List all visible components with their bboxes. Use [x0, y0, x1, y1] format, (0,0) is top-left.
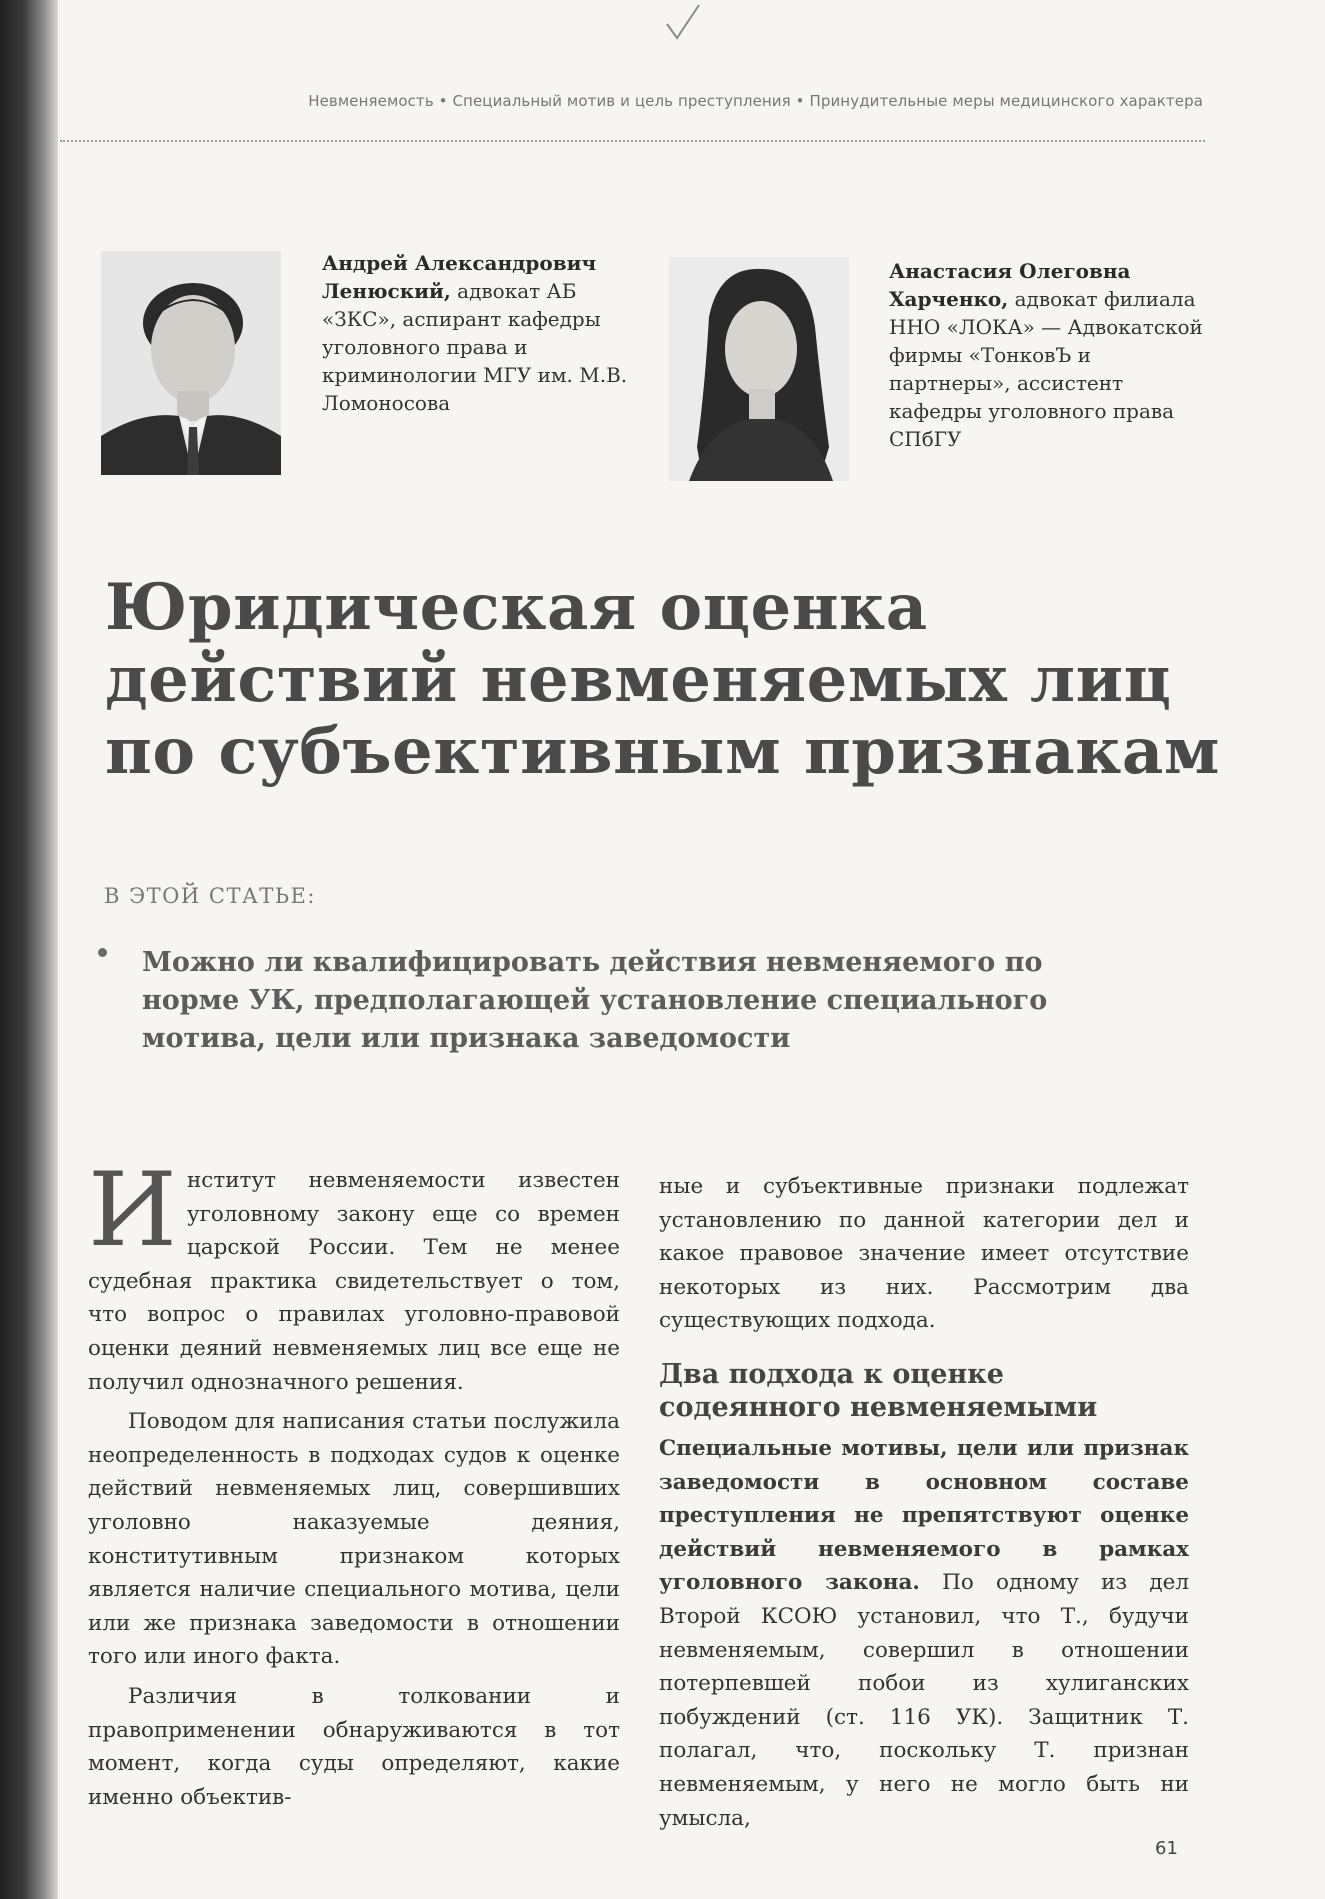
body-column-right — [659, 1170, 1189, 1835]
body-paragraph: Институт невменяемости известен уголовному закону еще со времен царской России. Тем не менее судебная практика свидетельствует о том, что вопрос о правилах уголовно-правовой оценки деяний невменяемых лиц все еще не получил однозначного решения. — [88, 1151, 620, 1395]
article-summary: Можно ли квалифицировать действия невменяемого по норме УК, предполагающей установление специального мотива, цели или признака заведомости — [142, 947, 1048, 1054]
body-column-left — [88, 1151, 620, 1814]
body-paragraph: Различия в толковании и правоприменении обнаруживаются в тот момент, когда суды определяют, какие именно объектив- — [88, 1683, 620, 1810]
running-head: Невменяемость • Специальный мотив и цель преступления • Принудительные меры медицинского характера — [308, 92, 1203, 110]
body-paragraph: ные и субъективные признаки подлежат установлению по данной категории дел и какое правовое значение имеет отсутствие некоторых из них. Рассмотрим два существующих подхода. — [659, 1174, 1189, 1334]
book-spine-shadow — [0, 0, 58, 1899]
header-divider — [60, 140, 1205, 142]
lead-in-bold: Специальные мотивы, цели или признак заведомости в основном составе преступления не препятствуют оценке действий невменяемого в рамках уголовного закона. — [659, 1435, 1189, 1596]
article-title: Юридическая оценка действий невменяемых лиц по субъективным признакам — [105, 570, 1220, 789]
author-affiliation: адвокат филиала ННО «ЛОКА» — Адвокатской фирмы «ТонковЪ и партнеры», ассистент кафедры уголовного права СПбГУ — [889, 287, 1203, 451]
author-name: Андрей Александрович Ленюский, — [322, 251, 597, 303]
in-article-label: В ЭТОЙ СТАТЬЕ: — [104, 884, 316, 908]
author-photo-lenyuskiy — [101, 251, 281, 475]
author-name: Анастасия Олеговна Харченко, — [889, 259, 1131, 311]
author-bio-kharchenko — [889, 257, 1209, 453]
page-number: 61 — [1155, 1838, 1178, 1859]
section-heading: Два подхода к оценке содеянного невменяемыми — [659, 1358, 1098, 1423]
drop-cap: И — [88, 1151, 177, 1270]
author-photo-kharchenko — [669, 257, 849, 481]
bullet-icon — [98, 948, 107, 957]
check-mark-icon — [664, 2, 702, 42]
body-paragraph: Специальные мотивы, цели или признак заведомости в основном составе преступления не препятствуют оценке действий невменяемого в рамках уголовного закона. По одному из дел Второй КСОЮ установил, что Т., будучи невменяемым, совершил в отношении потерпевшей побои из хулиганских побуждений (ст. 116 УК). Защитник Т. полагал, что, поскольку Т. признан невменяемым, у него не могло быть ни умысла, — [659, 1435, 1189, 1831]
author-affiliation: адвокат АБ «ЗКС», аспирант кафедры уголовного права и криминологии МГУ им. М.В. Ломоносова — [322, 279, 628, 415]
author-bio-lenyuskiy — [322, 249, 652, 417]
body-paragraph: Поводом для написания статьи послужила неопределенность в подходах судов к оценке действий невменяемых лиц, совершивших уголовно наказуемые деяния, конститутивным признаком которых является наличие специального мотива, цели или же признака заведомости в отношении того или иного факта. — [88, 1409, 620, 1670]
